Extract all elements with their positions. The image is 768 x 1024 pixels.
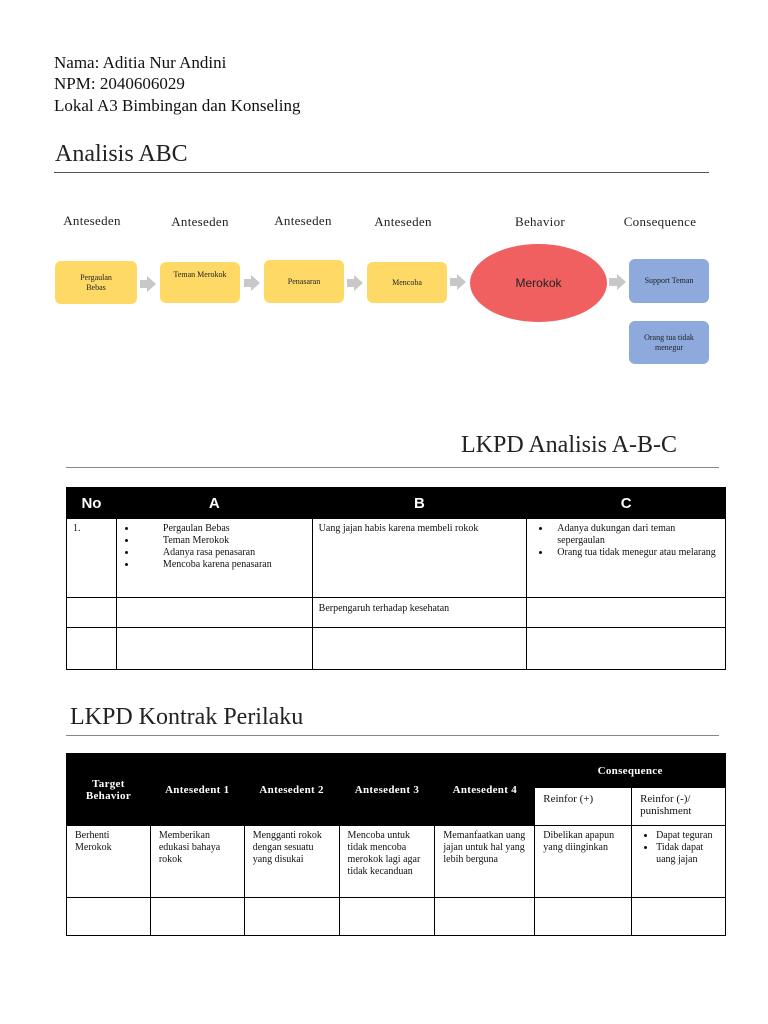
kontrak-minus bbox=[632, 826, 726, 898]
label-anteseden-1: Anteseden bbox=[63, 213, 121, 228]
row1-no: 1. bbox=[67, 519, 117, 598]
antecedent-box-3 bbox=[264, 260, 344, 303]
student-npm: NPM: 2040606029 bbox=[54, 74, 185, 93]
header-b: B bbox=[312, 488, 527, 519]
row3-no bbox=[67, 628, 117, 670]
empty-cell bbox=[435, 898, 535, 936]
empty-cell bbox=[632, 898, 726, 936]
header-ant2: Antesedent 2 bbox=[244, 754, 339, 826]
table-row bbox=[67, 519, 726, 598]
kontrak-ant4: Memanfaatkan uang jajan untuk hal yang lebih berguna bbox=[435, 826, 535, 898]
header-consequence: Consequence bbox=[535, 754, 726, 788]
consequence-box-2 bbox=[629, 321, 709, 364]
label-behavior: Behavior bbox=[514, 214, 566, 229]
student-class: Lokal A3 Bimbingan dan Konseling bbox=[54, 96, 301, 115]
row2-no bbox=[67, 598, 117, 628]
arrow-right-icon bbox=[251, 275, 260, 291]
antecedent-text-1: Pergaulan Bebas bbox=[80, 272, 112, 292]
empty-cell bbox=[535, 898, 632, 936]
empty-cell bbox=[339, 898, 435, 936]
row1-b: Uang jajan habis karena membeli rokok bbox=[312, 519, 527, 598]
kontrak-plus: Dibelikan apapun yang diinginkan bbox=[535, 826, 632, 898]
lkpd-abc-title: LKPD Analisis A-B-C bbox=[461, 432, 678, 458]
lkpd-abc-table bbox=[66, 487, 726, 670]
list-item: • Adanya dukungan dari teman sepergaulan bbox=[551, 523, 719, 547]
header-reinfor-plus: Reinfor (+) bbox=[535, 788, 632, 826]
kontrak-title: LKPD Kontrak Perilaku bbox=[70, 704, 304, 730]
table-header-row bbox=[67, 488, 726, 519]
empty-cell bbox=[244, 898, 339, 936]
arrow-right-icon bbox=[457, 274, 466, 290]
table-header-row bbox=[67, 754, 726, 788]
row2-c bbox=[527, 598, 726, 628]
antecedent-box-4 bbox=[367, 262, 447, 303]
row1-a bbox=[116, 519, 312, 598]
abc-title-rule bbox=[54, 172, 709, 173]
kontrak-table bbox=[66, 753, 726, 936]
abc-title: Analisis ABC bbox=[55, 141, 188, 167]
row3-b bbox=[312, 628, 527, 670]
row3-a bbox=[116, 628, 312, 670]
antecedent-box-1 bbox=[55, 261, 137, 304]
kontrak-rule bbox=[66, 735, 719, 736]
list-item: • Mencoba karena penasaran bbox=[137, 559, 306, 571]
row3-c bbox=[527, 628, 726, 670]
antecedent-text-2: Teman Merokok bbox=[173, 269, 227, 279]
header-ant4: Antesedent 4 bbox=[435, 754, 535, 826]
arrow-shaft-2 bbox=[244, 279, 251, 287]
list-item: • Adanya rasa penasaran bbox=[137, 547, 306, 559]
table-row bbox=[67, 898, 726, 936]
list-item: • Dapat teguran bbox=[656, 830, 717, 842]
table-row bbox=[67, 628, 726, 670]
arrow-right-icon bbox=[354, 275, 363, 291]
header-a: A bbox=[116, 488, 312, 519]
arrow-shaft-3 bbox=[347, 279, 354, 287]
behavior-ellipse bbox=[470, 244, 607, 322]
kontrak-ant2: Mengganti rokok dengan sesuatu yang disukai bbox=[244, 826, 339, 898]
header-c: C bbox=[527, 488, 726, 519]
arrow-shaft-4 bbox=[450, 278, 457, 286]
antecedent-box-2 bbox=[160, 262, 240, 303]
row1-c bbox=[527, 519, 726, 598]
arrow-right-icon bbox=[147, 276, 156, 292]
arrow-shaft-5 bbox=[609, 278, 617, 286]
table-row bbox=[67, 598, 726, 628]
header-target: Target Behavior bbox=[67, 754, 151, 826]
lkpd-abc-rule bbox=[66, 467, 719, 468]
kontrak-ant1: Memberikan edukasi bahaya rokok bbox=[150, 826, 244, 898]
label-anteseden-2: Anteseden bbox=[171, 214, 229, 229]
list-item: • Tidak dapat uang jajan bbox=[656, 842, 717, 866]
arrow-right-icon bbox=[617, 274, 626, 290]
antecedent-text-4: Mencoba bbox=[392, 277, 422, 287]
list-item: • Orang tua tidak menegur atau melarang bbox=[551, 547, 719, 559]
header-no: No bbox=[67, 488, 117, 519]
label-anteseden-4: Anteseden bbox=[374, 214, 432, 229]
empty-cell bbox=[67, 898, 151, 936]
label-anteseden-3: Anteseden bbox=[274, 213, 332, 228]
table-row bbox=[67, 826, 726, 898]
list-item: • Pergaulan Bebas bbox=[137, 523, 306, 535]
kontrak-ant3: Mencoba untuk tidak mencoba merokok lagi agar tidak kecanduan bbox=[339, 826, 435, 898]
row2-b: Berpengaruh terhadap kesehatan bbox=[312, 598, 527, 628]
consequence-box-1 bbox=[629, 259, 709, 303]
student-name: Nama: Aditia Nur Andini bbox=[54, 53, 227, 72]
consequence-text-2: Orang tua tidak menegur bbox=[644, 332, 694, 352]
consequence-text-1: Support Teman bbox=[644, 276, 694, 285]
label-consequence: Consequence bbox=[623, 214, 697, 229]
header-reinfor-minus: Reinfor (-)/ punishment bbox=[632, 788, 726, 826]
kontrak-target: Berhenti Merokok bbox=[67, 826, 151, 898]
behavior-text: Merokok bbox=[515, 276, 562, 290]
empty-cell bbox=[150, 898, 244, 936]
antecedent-text-3: Penasaran bbox=[287, 276, 321, 286]
header-ant3: Antesedent 3 bbox=[339, 754, 435, 826]
row2-a bbox=[116, 598, 312, 628]
list-item: • Teman Merokok bbox=[137, 535, 306, 547]
arrow-shaft-1 bbox=[140, 280, 147, 288]
header-ant1: Antesedent 1 bbox=[150, 754, 244, 826]
